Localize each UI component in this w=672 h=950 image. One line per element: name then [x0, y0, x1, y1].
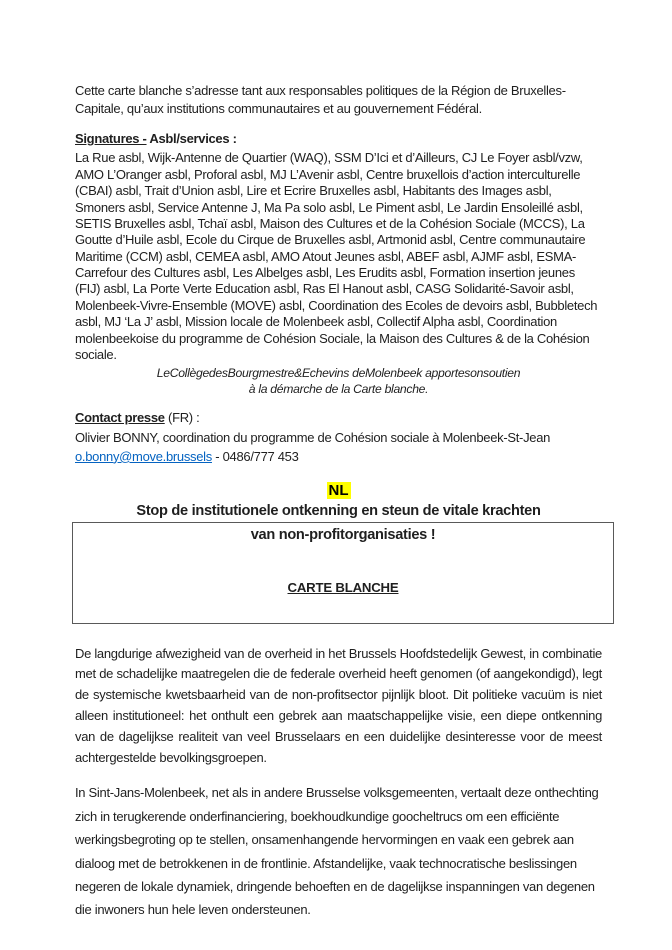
nl-paragraph-2: In Sint-Jans-Molenbeek, net als in andere Brusselse volksgemeenten, vertaalt deze onthechting zich in terugkerende onderfinanciering, boekhoudkundige goocheltrucs om een efficiënte werkingsbegroting op te stellen, onsamenhangende hervormingen en vaak een gebrek aan dialoog met de betrokkenen in de frontlinie. Afstandelijke, vaak technocratische beslissingen negeren de lokale dynamiek, dringende behoeften en de dagelijkse inspanningen van degenen die inwoners hun hele leven ondersteunen. [75, 785, 599, 918]
signatures-heading-underlined: Signatures - [75, 131, 147, 147]
press-contact-heading-rest: (FR) : [164, 409, 200, 425]
press-contact-email-link[interactable]: o.bonny@move.brussels [75, 448, 212, 464]
press-contact-phone: - 0486/777 453 [211, 448, 299, 464]
nl-paragraph-1: De langdurige afwezigheid van de overheid in het Brussels Hoofdstedelijk Gewest, in combinatie met de schadelijke maatregelen die de federale overheid heeft genomen (of aangekondigd), legt de systemische kwetsbaarheid van de non-profitsector pijnlijk bloot. Dit politieke vacuüm is niet alleen institutioneel: het onthult een gebrek aan maatschappelijke visie, een diepe ontkenning van de dagelijkse realiteit van veel Brusselaars en een duidelijke desinteresse voor de meest achtergestelde bevolkingsgroepen. [75, 645, 602, 765]
press-contact-name: Olivier BONNY, coordination du programme de Cohésion sociale à Molenbeek-St-Jean [75, 429, 551, 445]
nl-title-line2: van non-profitorganisaties ! [250, 527, 436, 544]
carte-blanche-box [72, 522, 614, 624]
intro-paragraph: Cette carte blanche s’adresse tant aux responsables politiques de la Région de Bruxelles-Capitale, qu’aux institutions communautaires et au gouvernement Fédéral. [75, 83, 566, 117]
signatures-list: La Rue asbl, Wijk-Antenne de Quartier (WAQ), SSM D’Ici et d’Ailleurs, CJ Le Foyer asbl/vzw, AMO L’Oranger asbl, Proforal asbl, MJ L’Avenir asbl, Centre bruxellois d’action interculturelle (CBAI) asbl, Trait d’Union asbl, Lire et Ecrire Bruxelles asbl, Habitants des Images asbl, Smoners asbl, Service Antenne J, Ma Pa solo asbl, Le Piment asbl, Le Jardin Ensoleillé asbl, SETIS Bruxelles asbl, Tchaï asbl, Maison des Cultures et de la Cohésion Sociale (MCCS), La Goutte d’Huile asbl, Ecole du Cirque de Bruxelles asbl, Artmonid asbl, Centre communautaire Maritime (CCM) asbl, CEMEA asbl, AMO Atout Jeunes asbl, ABEF asbl, AJMF asbl, ESMA-Carrefour des Cultures asbl, Les Albelges asbl, Les Erudits asbl, Formation insertion jeunes (FIJ) asbl, La Porte Verte Education asbl, Ras El Hanout asbl, CASG Solidarité-Savoir asbl, Molenbeek-Vivre-Ensemble (MOVE) asbl, Coordination des Ecoles de devoirs asbl, Bubbletech asbl, MJ ‘La J’ asbl, Mission locale de Molenbeek asbl, Collectif Alpha asbl, Coordination molenbeekoise du programme de Cohésion Sociale, la Maison des Cultures & de la Cohésion sociale. [75, 150, 598, 362]
signatures-heading [75, 131, 602, 146]
nl-language-row [75, 482, 602, 500]
college-support-note-line1: LeCollègedesBourgmestre&Echevins deMolenbeek apportesonsoutien [156, 366, 521, 381]
nl-title-line1: Stop de institutionele ontkenning en steun de vitale krachten [136, 502, 541, 519]
press-contact-heading [75, 410, 602, 425]
college-support-note-line2: à la démarche de la Carte blanche. [248, 382, 429, 397]
carte-blanche-label: CARTE BLANCHE [287, 579, 399, 595]
signatures-heading-rest: Asbl/services : [146, 131, 237, 147]
nl-language-badge: NL [328, 481, 349, 499]
college-support-note [75, 366, 602, 398]
press-contact-details [75, 429, 602, 467]
press-contact-heading-underlined: Contact presse [75, 409, 165, 425]
